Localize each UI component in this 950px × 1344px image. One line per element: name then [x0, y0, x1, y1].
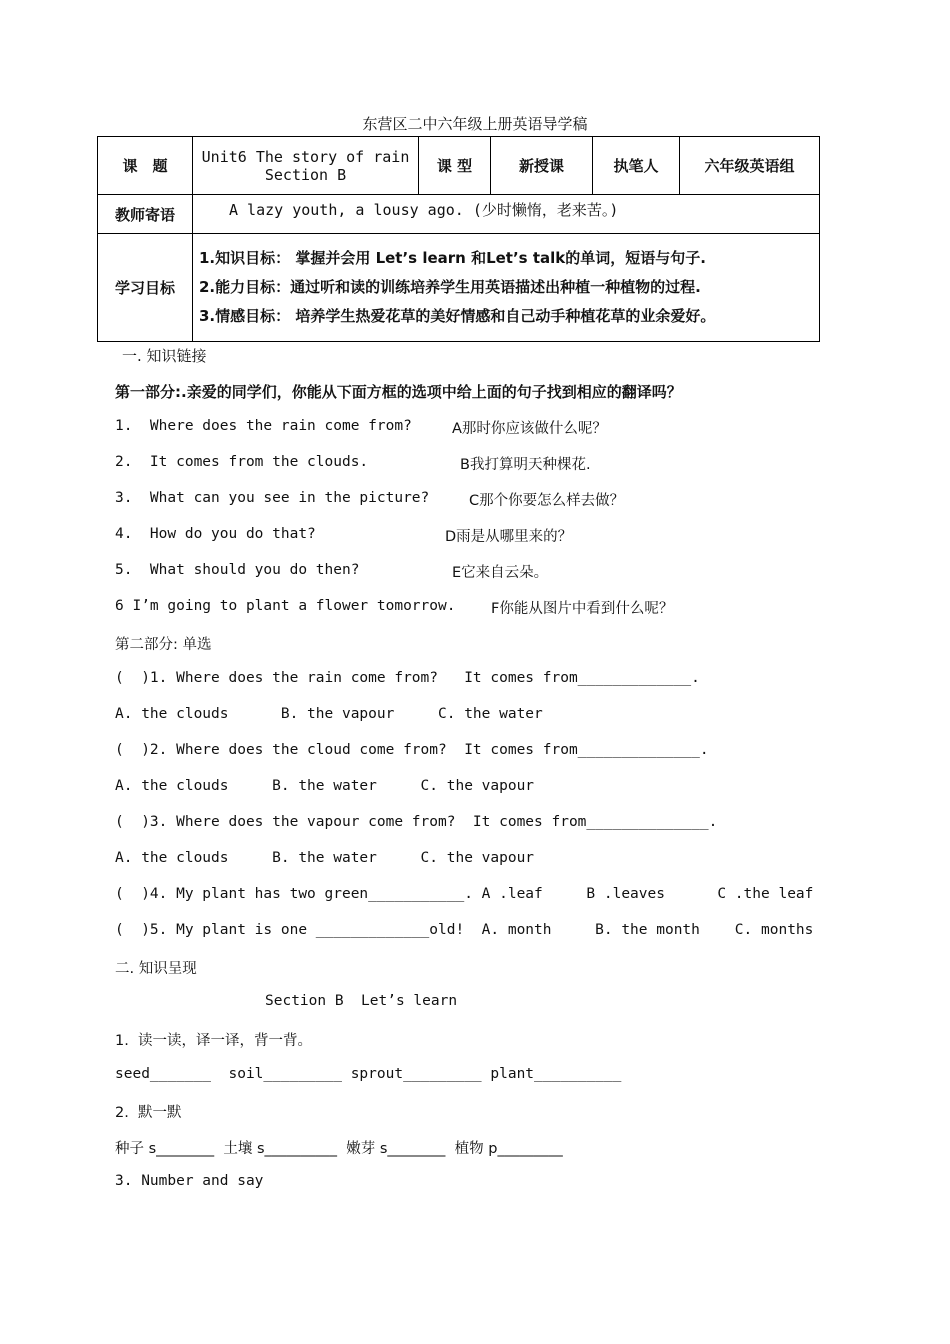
mc-question: ( )2. Where does the cloud come from? It comes from______________.: [115, 742, 709, 758]
part1-question: 5. What should you do then?: [115, 562, 360, 578]
mc-question: ( )3. Where does the vapour come from? It comes from______________.: [115, 814, 718, 830]
mc-question: ( )1. Where does the rain come from? It comes from_____________.: [115, 670, 700, 686]
part1-question: 1. Where does the rain come from?: [115, 418, 412, 434]
goal-ability: 2.能力目标：通过听和读的训练培养学生用英语描述出种植一种植物的过程.: [199, 278, 701, 296]
teacher-message-label: 教师寄语: [98, 195, 193, 234]
topic-line2: Section B: [264, 165, 347, 184]
part1-answer: A那时你应该做什么呢？: [452, 421, 607, 437]
type-value: 新授课: [491, 137, 593, 195]
topic-label: 课 题: [98, 137, 193, 195]
task1-word-list: seed_______ soil_________ sprout_________ plant__________: [115, 1066, 622, 1082]
goals-label: 学习目标: [98, 234, 193, 342]
section2-heading: 二. 知识呈现: [115, 961, 197, 977]
section2-subheading: Section B Let’s learn: [265, 993, 458, 1009]
goal-knowledge: 1.知识目标： 掌握并会用 Let’s learn 和Let’s talk的单词，短语与句子.: [199, 249, 706, 267]
author-label: 执笔人: [593, 137, 680, 195]
mc-options: A. the clouds B. the water C. the vapour: [115, 850, 535, 866]
task1-heading: 1. 读一读，译一译，背一背。: [115, 1033, 313, 1049]
mc-question: ( )5. My plant is one _____________old! A. month B. the month C. months: [115, 922, 814, 938]
part1-question: 6 I’m going to plant a flower tomorrow.: [115, 598, 456, 614]
part1-answer: C那个你要怎么样去做？: [469, 493, 625, 509]
mc-options: A. the clouds B. the water C. the vapour: [115, 778, 535, 794]
goal-emotion: 3.情感目标： 培养学生热爱花草的美好情感和自己动手种植花草的业余爱好。: [199, 307, 716, 325]
section1-heading: 一. 知识链接: [122, 347, 207, 365]
part1-question: 2. It comes from the clouds.: [115, 454, 369, 470]
lesson-info-table: [97, 136, 820, 342]
type-label: 课 型: [419, 137, 491, 195]
mc-question: ( )4. My plant has two green___________. A .leaf B .leaves C .the leaf: [115, 886, 814, 902]
topic-value: [193, 137, 419, 195]
goals-cell: [193, 234, 820, 342]
task2-word-list: 种子 s________ 土壤 s__________ 嫩芽 s________ 植物 p_________: [115, 1141, 563, 1157]
part2-heading: 第二部分: 单选: [115, 637, 212, 653]
part1-heading: 第一部分:.亲爱的同学们，你能从下面方框的选项中给上面的句子找到相应的翻译吗？: [115, 383, 682, 401]
teacher-message: A lazy youth, a lousy ago. (少时懒惰，老来苦。): [193, 195, 820, 234]
part1-question: 3. What can you see in the picture?: [115, 490, 430, 506]
topic-line1: Unit6 The story of rain: [201, 147, 410, 166]
page-title: 东营区二中六年级上册英语导学稿: [362, 115, 588, 133]
part1-question: 4. How do you do that?: [115, 526, 316, 542]
part1-answer: E它来自云朵。: [452, 565, 549, 581]
mc-options: A. the clouds B. the vapour C. the water: [115, 706, 543, 722]
part1-answer: F你能从图片中看到什么呢？: [491, 601, 674, 617]
task2-heading: 2. 默一默: [115, 1105, 182, 1121]
part1-answer: B我打算明天种棵花.: [460, 457, 591, 473]
author-value: 六年级英语组: [680, 137, 820, 195]
part1-answer: D雨是从哪里来的？: [445, 529, 573, 545]
task3-heading: 3. Number and say: [115, 1173, 264, 1189]
